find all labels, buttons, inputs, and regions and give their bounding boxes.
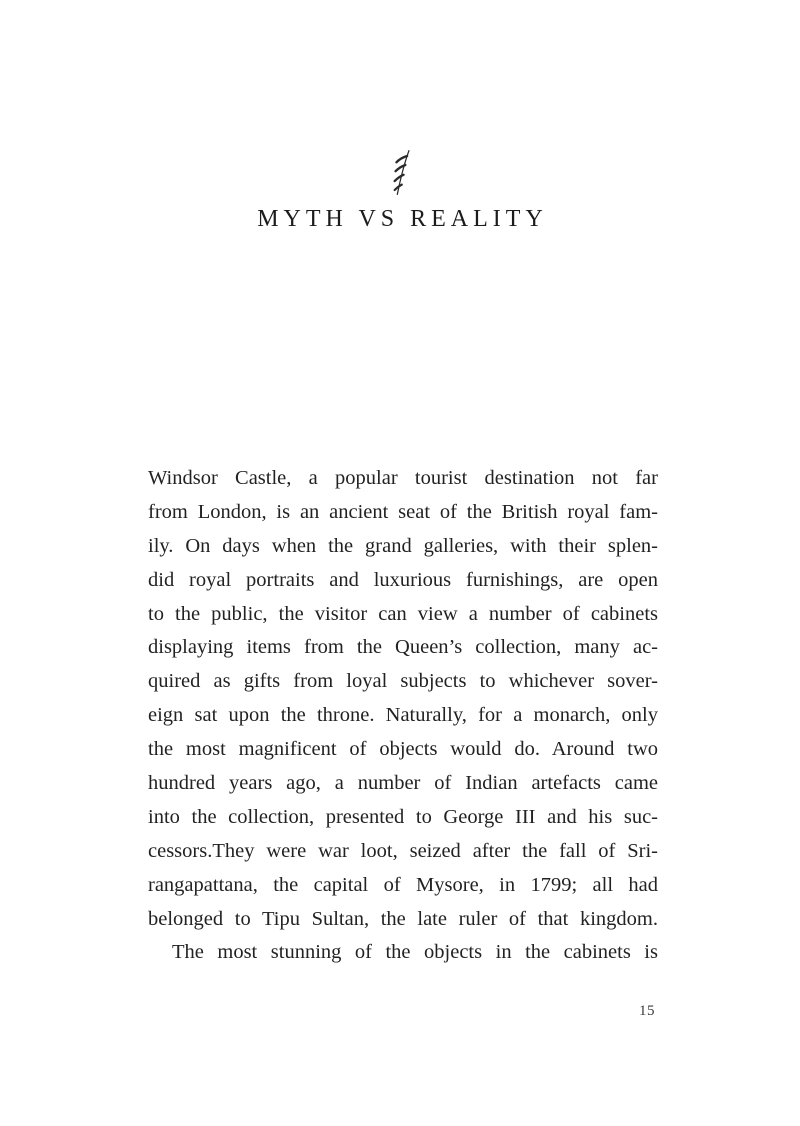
body-line: belonged to Tipu Sultan, the late ruler of that kingdom. <box>148 907 658 930</box>
body-line: to the public, the visitor can view a number of cabinets <box>148 602 658 625</box>
chapter-title: MYTH VS REALITY <box>257 206 548 232</box>
feather-ornament-icon <box>380 148 420 198</box>
body-line: displaying items from the Queen’s collection, many ac- <box>148 636 658 659</box>
page-number: 15 <box>639 1003 655 1019</box>
chapter-head <box>0 148 800 233</box>
body-line: eign sat upon the throne. Naturally, for a monarch, only <box>148 704 658 727</box>
body-line: from London, is an ancient seat of the British royal fam- <box>148 500 658 523</box>
body-line: quired as gifts from loyal subjects to whichever sover- <box>148 670 658 693</box>
body-line: cessors.They were war loot, seized after the fall of Sri- <box>148 839 658 862</box>
body-line: did royal portraits and luxurious furnishings, are open <box>148 568 658 591</box>
body-line: into the collection, presented to George III and his suc- <box>148 805 658 828</box>
body-text <box>148 462 658 970</box>
body-line: rangapattana, the capital of Mysore, in 1799; all had <box>148 873 658 896</box>
body-line: Windsor Castle, a popular tourist destination not far <box>148 467 658 489</box>
body-line: ily. On days when the grand galleries, with their splen- <box>148 534 658 557</box>
body-line: The most stunning of the objects in the cabinets is <box>172 941 658 964</box>
body-line: the most magnificent of objects would do. Around two <box>148 738 658 761</box>
body-line: hundred years ago, a number of Indian artefacts came <box>148 772 658 795</box>
